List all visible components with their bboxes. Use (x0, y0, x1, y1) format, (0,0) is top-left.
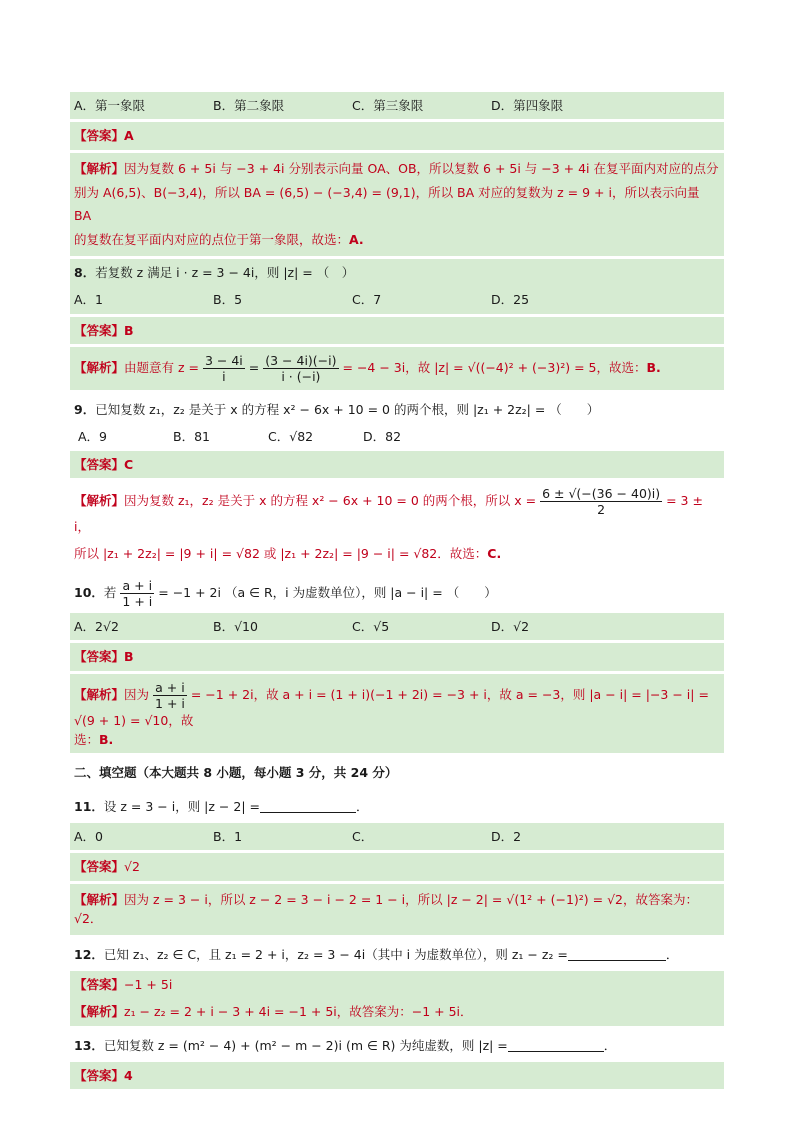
analysis-tag: 【解析】 (74, 160, 125, 176)
q8-analysis-mid: = −4 − 3i，故 |z| = √((−4)² + (−3)²) = 5，故选： (342, 359, 647, 375)
q8-option-a: A．1 (74, 292, 104, 308)
answer-tag: 【答案】 (74, 649, 125, 665)
q9-answer (70, 451, 724, 478)
q10-answer (70, 643, 724, 670)
analysis-tag: 【解析】 (74, 1004, 125, 1020)
q8-number: 8． (74, 264, 96, 280)
q9-stem-text: 已知复数 z₁，z₂ 是关于 x 的方程 x² − 6x + 10 = 0 的两个根，则 |z₁ + 2z₂| = （ ） (95, 401, 600, 417)
analysis-tag: 【解析】 (74, 891, 125, 907)
q9-analysis-pre: 因为复数 z₁，z₂ 是关于 x 的方程 x² − 6x + 10 = 0 的两个根，所以 x = (124, 493, 537, 508)
q13-stem-end: ． (603, 1037, 617, 1053)
q10-analysis-fraction (153, 680, 187, 711)
q10-stem (70, 574, 724, 613)
answer-blank (260, 800, 356, 813)
q10-analysis-pre: 因为 (124, 686, 150, 702)
q7-answer-value: A (124, 128, 134, 144)
q8-analysis (70, 347, 724, 390)
fraction-denominator: i · (−i) (281, 368, 321, 384)
section-title: 二、填空题（本大题共 8 小题，每小题 3 分，共 24 分） (74, 765, 398, 781)
q9-option-d: D．82 (363, 429, 402, 445)
q11-number: 11． (74, 798, 104, 814)
analysis-tag: 【解析】 (74, 686, 125, 702)
q9-option-c: C．√82 (268, 429, 314, 445)
q10-stem-post: = −1 + 2i （a ∈ R，i 为虚数单位），则 |a − i| = （ ） (158, 584, 497, 600)
q9-answer-value: C (124, 456, 134, 472)
q10-stem-pre: 若 (103, 584, 117, 600)
q11-answer (70, 853, 724, 880)
fraction-numerator: 3 − 4i (204, 352, 243, 368)
q7-analysis-line3: 的复数在复平面内对应的点位于第一象限，故选： (74, 232, 350, 247)
q8-option-c: C．7 (352, 292, 382, 308)
q13-answer-value: 4 (124, 1068, 133, 1083)
q11-option-c: C． (352, 829, 374, 844)
q7-option-c: C．第三象限 (352, 98, 424, 113)
q12-stem-text: 已知 z₁、z₂ ∈ C，且 z₁ = 2 + i，z₂ = 3 − 4i（其中 i 为虚数单位），则 z₁ − z₂ = (103, 946, 568, 962)
q12-answer (70, 971, 724, 998)
q11-option-a: A．0 (74, 829, 104, 844)
q13-number: 13． (74, 1037, 104, 1053)
q10-fraction (120, 578, 154, 609)
q10-option-c: C．√5 (352, 618, 390, 634)
q7-option-a: A．第一象限 (74, 98, 146, 113)
q7-analysis (70, 153, 724, 256)
q9-analysis (70, 478, 724, 540)
fraction-denominator: i (222, 368, 226, 384)
q8-fraction-2 (263, 353, 338, 384)
q7-analysis-choice: A. (349, 232, 364, 247)
q10-option-a: A．2√2 (74, 618, 119, 634)
q8-option-b: B．5 (213, 292, 243, 308)
q9-analysis-choice: C. (487, 546, 502, 562)
q11-options (70, 823, 724, 850)
fraction-numerator: (3 − 4i)(−i) (265, 352, 337, 368)
q8-answer-value: B (124, 322, 134, 338)
q12-number: 12． (74, 946, 104, 962)
answer-tag: 【答案】 (74, 859, 125, 875)
answer-tag: 【答案】 (74, 976, 125, 992)
q7-answer (70, 122, 724, 149)
q9-analysis-post: = 3 ± i， (74, 493, 703, 534)
q11-analysis (70, 884, 724, 935)
q10-analysis-line2: 选： (74, 731, 100, 747)
q8-fraction-1 (203, 353, 245, 384)
q11-option-b: B．1 (213, 829, 243, 844)
analysis-tag: 【解析】 (74, 493, 125, 508)
q9-options (70, 423, 724, 450)
q13-answer (70, 1062, 724, 1089)
q9-fraction (540, 486, 662, 517)
answer-tag: 【答案】 (74, 1068, 125, 1083)
fraction-numerator: a + i (153, 680, 187, 696)
fraction-denominator: 1 + i (122, 593, 153, 609)
q8-stem (70, 259, 724, 286)
q11-option-d: D．2 (491, 829, 522, 844)
analysis-tag: 【解析】 (74, 359, 125, 375)
q11-stem-text: 设 z = 3 − i，则 |z − 2| = (103, 798, 260, 814)
q12-analysis (70, 998, 724, 1025)
q7-option-d: D．第四象限 (491, 98, 564, 113)
q8-answer (70, 317, 724, 344)
q12-answer-value: −1 + 5i (124, 976, 173, 992)
fraction-denominator: 1 + i (155, 695, 185, 711)
answer-blank (508, 1039, 604, 1052)
fraction-numerator: a + i (120, 578, 154, 594)
q9-number: 9． (74, 401, 96, 417)
q11-stem (70, 793, 724, 820)
q13-stem-text: 已知复数 z = (m² − 4) + (m² − m − 2)i (m ∈ R) 为纯虚数，则 |z| = (103, 1037, 508, 1053)
exam-page (70, 92, 724, 1089)
q10-option-b: B．√10 (213, 618, 258, 634)
answer-tag: 【答案】 (74, 456, 125, 472)
q9-analysis-line2-text: 所以 |z₁ + 2z₂| = |9 + i| = √82 或 |z₁ + 2z₂| = |9 − i| = √82．故选： (74, 546, 488, 562)
q11-analysis-text: 因为 z = 3 − i，所以 z − 2 = 3 − i − 2 = 1 − i，所以 |z − 2| = √(1² + (−1)²) = √2，故答案为：√2． (74, 891, 699, 927)
q13-stem (70, 1032, 724, 1059)
q7-option-b: B．第二象限 (213, 98, 285, 113)
answer-blank (568, 948, 666, 961)
q11-answer-value: √2 (124, 859, 140, 875)
answer-tag: 【答案】 (74, 322, 125, 338)
q10-analysis (70, 674, 724, 754)
answer-tag: 【答案】 (74, 128, 125, 144)
q9-option-b: B．81 (173, 429, 210, 445)
q10-analysis-choice: B. (99, 731, 114, 747)
q10-answer-value: B (124, 649, 134, 665)
q8-analysis-pre: 由题意有 z = (124, 359, 199, 375)
q8-stem-text: 若复数 z 满足 i · z = 3 − 4i，则 |z| = （ ） (95, 264, 355, 280)
q12-stem-end: ． (665, 946, 679, 962)
q12-analysis-text: z₁ − z₂ = 2 + i − 3 + 4i = −1 + 5i，故答案为：−1 + 5i． (124, 1004, 473, 1020)
q8-option-d: D．25 (491, 292, 530, 308)
q8-analysis-choice: B. (646, 359, 661, 375)
q10-analysis-mid: = −1 + 2i，故 a + i = (1 + i)(−1 + 2i) = −3 + i，故 a = −3，则 |a − i| = |−3 − i| = √(9 + 1) = √10，故 (74, 686, 709, 728)
q9-analysis-line2 (70, 540, 724, 567)
q7-analysis-line2: 别为 A(6,5)、B(−3,4)，所以 BA = (6,5) − (−3,4) = (9,1)，所以 BA 对应的复数为 z = 9 + i，所以表示向量 BA (74, 184, 700, 224)
q10-options (70, 613, 724, 640)
q7-analysis-line1: 因为复数 6 + 5i 与 −3 + 4i 分别表示向量 OA、OB，所以复数 6 + 5i 与 −3 + 4i 在复平面内对应的点分 (124, 160, 719, 176)
q12-stem (70, 941, 724, 968)
q10-option-d: D．√2 (491, 618, 530, 634)
q8-equals: = (248, 359, 260, 375)
fraction-numerator: 6 ± √(−(36 − 40)i) (542, 486, 661, 501)
q9-stem (70, 396, 724, 423)
q9-option-a: A．9 (78, 429, 108, 445)
q8-options (70, 286, 724, 313)
q7-options (70, 92, 724, 119)
q11-stem-end: ． (356, 798, 369, 814)
q10-number: 10． (74, 584, 104, 600)
fraction-denominator: 2 (597, 502, 606, 517)
